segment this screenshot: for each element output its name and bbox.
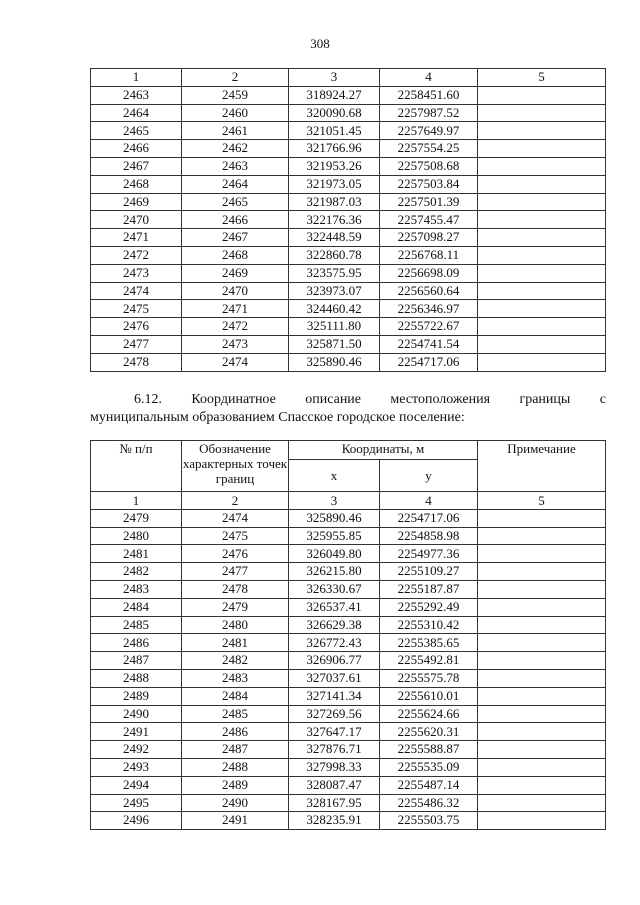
cell-x: 328087.47 [289,776,380,794]
table-row [91,741,606,759]
cell-x: 328167.95 [289,794,380,812]
table-row [91,705,606,723]
cell-y: 2254717.06 [380,509,478,527]
cell-note [478,758,606,776]
column-index: 3 [289,69,380,87]
cell-y: 2255620.31 [380,723,478,741]
header-note: Примечание [478,441,606,492]
cell-point: 2474 [182,509,289,527]
cell-note [478,669,606,687]
cell-x: 326049.80 [289,545,380,563]
cell-number: 2487 [91,652,182,670]
cell-number: 2492 [91,741,182,759]
cell-note [478,140,606,158]
cell-note [478,229,606,247]
page-number: 308 [310,36,330,51]
cell-x: 321973.05 [289,175,380,193]
table-row [91,264,606,282]
cell-x: 326629.38 [289,616,380,634]
cell-number: 2469 [91,193,182,211]
cell-number: 2478 [91,353,182,371]
section-heading [90,391,606,427]
cell-point: 2467 [182,229,289,247]
heading-word: Координатное [191,392,276,407]
cell-point: 2480 [182,616,289,634]
cell-number: 2485 [91,616,182,634]
table-row [91,652,606,670]
heading-second-line: муниципальным образованием Спасское городское поселение: [90,410,465,425]
cell-number: 2484 [91,598,182,616]
cell-x: 322448.59 [289,229,380,247]
cell-number: 2491 [91,723,182,741]
cell-y: 2256768.11 [380,246,478,264]
cell-y: 2256346.97 [380,300,478,318]
cell-y: 2255486.32 [380,794,478,812]
cell-point: 2469 [182,264,289,282]
cell-x: 328235.91 [289,812,380,830]
table-row [91,669,606,687]
cell-number: 2479 [91,509,182,527]
table-row [91,353,606,371]
cell-note [478,122,606,140]
table-row [91,282,606,300]
cell-x: 326772.43 [289,634,380,652]
cell-note [478,175,606,193]
cell-note [478,527,606,545]
cell-y: 2256698.09 [380,264,478,282]
table-row [91,86,606,104]
cell-number: 2480 [91,527,182,545]
cell-point: 2470 [182,282,289,300]
cell-point: 2463 [182,157,289,175]
cell-x: 320090.68 [289,104,380,122]
column-index: 4 [380,492,478,510]
cell-point: 2479 [182,598,289,616]
cell-y: 2254717.06 [380,353,478,371]
cell-point: 2486 [182,723,289,741]
cell-y: 2255385.65 [380,634,478,652]
table-row [91,140,606,158]
cell-point: 2487 [182,741,289,759]
cell-point: 2482 [182,652,289,670]
cell-y: 2257098.27 [380,229,478,247]
cell-note [478,282,606,300]
cell-number: 2489 [91,687,182,705]
cell-x: 321987.03 [289,193,380,211]
cell-number: 2474 [91,282,182,300]
cell-note [478,616,606,634]
cell-x: 326537.41 [289,598,380,616]
cell-point: 2459 [182,86,289,104]
cell-number: 2493 [91,758,182,776]
cell-note [478,246,606,264]
cell-note [478,812,606,830]
cell-note [478,509,606,527]
column-index: 2 [182,69,289,87]
cell-number: 2475 [91,300,182,318]
cell-number: 2464 [91,104,182,122]
cell-point: 2484 [182,687,289,705]
heading-word: с [599,392,606,407]
cell-number: 2468 [91,175,182,193]
cell-point: 2461 [182,122,289,140]
cell-y: 2255292.49 [380,598,478,616]
cell-note [478,598,606,616]
cell-number: 2467 [91,157,182,175]
cell-note [478,687,606,705]
cell-y: 2255109.27 [380,563,478,581]
table-row [91,246,606,264]
cell-x: 324460.42 [289,300,380,318]
cell-number: 2465 [91,122,182,140]
heading-word: описание [305,392,362,407]
cell-point: 2473 [182,335,289,353]
column-index: 5 [478,69,606,87]
cell-point: 2462 [182,140,289,158]
cell-point: 2460 [182,104,289,122]
table-row [91,527,606,545]
header-y: y [380,459,478,491]
cell-note [478,652,606,670]
cell-number: 2486 [91,634,182,652]
cell-number: 2490 [91,705,182,723]
table-body [91,509,606,829]
cell-y: 2255187.87 [380,580,478,598]
table-row [91,616,606,634]
table-row [91,122,606,140]
cell-point: 2464 [182,175,289,193]
cell-y: 2257503.84 [380,175,478,193]
cell-note [478,353,606,371]
cell-number: 2463 [91,86,182,104]
cell-x: 322860.78 [289,246,380,264]
table-index-row [91,69,606,87]
cell-x: 327876.71 [289,741,380,759]
heading-word: местоположения [390,392,491,407]
cell-x: 327141.34 [289,687,380,705]
table-row [91,509,606,527]
column-index: 4 [380,69,478,87]
cell-y: 2255722.67 [380,318,478,336]
cell-note [478,580,606,598]
cell-note [478,545,606,563]
cell-note [478,335,606,353]
cell-number: 2472 [91,246,182,264]
header-x: x [289,459,380,491]
cell-note [478,318,606,336]
cell-number: 2473 [91,264,182,282]
cell-x: 318924.27 [289,86,380,104]
cell-y: 2258451.60 [380,86,478,104]
cell-x: 327647.17 [289,723,380,741]
cell-y: 2257508.68 [380,157,478,175]
table-row [91,211,606,229]
cell-x: 326330.67 [289,580,380,598]
cell-note [478,794,606,812]
column-index: 5 [478,492,606,510]
table-row [91,687,606,705]
cell-number: 2482 [91,563,182,581]
cell-note [478,300,606,318]
heading-word: 6.12. [134,392,162,407]
cell-number: 2494 [91,776,182,794]
table-row [91,723,606,741]
cell-point: 2488 [182,758,289,776]
cell-y: 2257501.39 [380,193,478,211]
cell-number: 2471 [91,229,182,247]
table-row [91,776,606,794]
cell-number: 2495 [91,794,182,812]
heading-word: границы [519,392,571,407]
column-index: 1 [91,69,182,87]
cell-x: 325871.50 [289,335,380,353]
cell-x: 327269.56 [289,705,380,723]
cell-y: 2255610.01 [380,687,478,705]
cell-y: 2254741.54 [380,335,478,353]
cell-x: 321953.26 [289,157,380,175]
cell-note [478,193,606,211]
table-row [91,104,606,122]
cell-note [478,86,606,104]
column-index: 1 [91,492,182,510]
cell-point: 2483 [182,669,289,687]
cell-note [478,705,606,723]
cell-y: 2255310.42 [380,616,478,634]
table-body [91,86,606,371]
cell-x: 322176.36 [289,211,380,229]
cell-note [478,157,606,175]
cell-note [478,211,606,229]
cell-x: 326906.77 [289,652,380,670]
table-row [91,758,606,776]
cell-note [478,776,606,794]
cell-number: 2488 [91,669,182,687]
header-coordinates: Координаты, м [289,441,478,460]
cell-y: 2254858.98 [380,527,478,545]
cell-y: 2255535.09 [380,758,478,776]
cell-y: 2255492.81 [380,652,478,670]
table-row [91,812,606,830]
table-index-row [91,492,606,510]
table-row [91,318,606,336]
header-designation: Обозначение характерных точек границ [182,441,289,492]
cell-x: 325890.46 [289,509,380,527]
cell-note [478,634,606,652]
cell-y: 2257987.52 [380,104,478,122]
cell-y: 2255624.66 [380,705,478,723]
cell-x: 326215.80 [289,563,380,581]
table-row [91,193,606,211]
cell-number: 2470 [91,211,182,229]
cell-y: 2257455.47 [380,211,478,229]
cell-y: 2255588.87 [380,741,478,759]
table-row [91,794,606,812]
cell-point: 2490 [182,794,289,812]
coordinates-table-continued [90,68,606,372]
cell-note [478,264,606,282]
cell-y: 2254977.36 [380,545,478,563]
cell-x: 325955.85 [289,527,380,545]
column-index: 2 [182,492,289,510]
cell-point: 2485 [182,705,289,723]
cell-y: 2257554.25 [380,140,478,158]
table-row [91,580,606,598]
column-index: 3 [289,492,380,510]
cell-number: 2481 [91,545,182,563]
heading-first-line [90,391,606,409]
cell-x: 323973.07 [289,282,380,300]
cell-number: 2483 [91,580,182,598]
cell-y: 2255575.78 [380,669,478,687]
cell-number: 2476 [91,318,182,336]
cell-x: 321766.96 [289,140,380,158]
table-row [91,335,606,353]
cell-number: 2466 [91,140,182,158]
table-row [91,634,606,652]
table-row [91,157,606,175]
cell-y: 2256560.64 [380,282,478,300]
cell-y: 2255487.14 [380,776,478,794]
cell-point: 2476 [182,545,289,563]
header-num: № п/п [91,441,182,492]
cell-note [478,723,606,741]
cell-number: 2477 [91,335,182,353]
cell-x: 325890.46 [289,353,380,371]
table-row [91,300,606,318]
cell-y: 2255503.75 [380,812,478,830]
cell-point: 2471 [182,300,289,318]
cell-y: 2257649.97 [380,122,478,140]
cell-point: 2489 [182,776,289,794]
cell-point: 2466 [182,211,289,229]
cell-point: 2468 [182,246,289,264]
cell-x: 327998.33 [289,758,380,776]
cell-note [478,741,606,759]
cell-note [478,563,606,581]
table-row [91,175,606,193]
cell-x: 325111.80 [289,318,380,336]
table-row [91,545,606,563]
cell-x: 327037.61 [289,669,380,687]
table-row [91,229,606,247]
table-row [91,598,606,616]
cell-point: 2465 [182,193,289,211]
cell-point: 2474 [182,353,289,371]
cell-x: 323575.95 [289,264,380,282]
cell-point: 2481 [182,634,289,652]
cell-point: 2478 [182,580,289,598]
coordinates-table [90,440,606,830]
cell-note [478,104,606,122]
table-row [91,563,606,581]
cell-number: 2496 [91,812,182,830]
cell-point: 2472 [182,318,289,336]
cell-point: 2475 [182,527,289,545]
cell-point: 2491 [182,812,289,830]
cell-point: 2477 [182,563,289,581]
cell-x: 321051.45 [289,122,380,140]
